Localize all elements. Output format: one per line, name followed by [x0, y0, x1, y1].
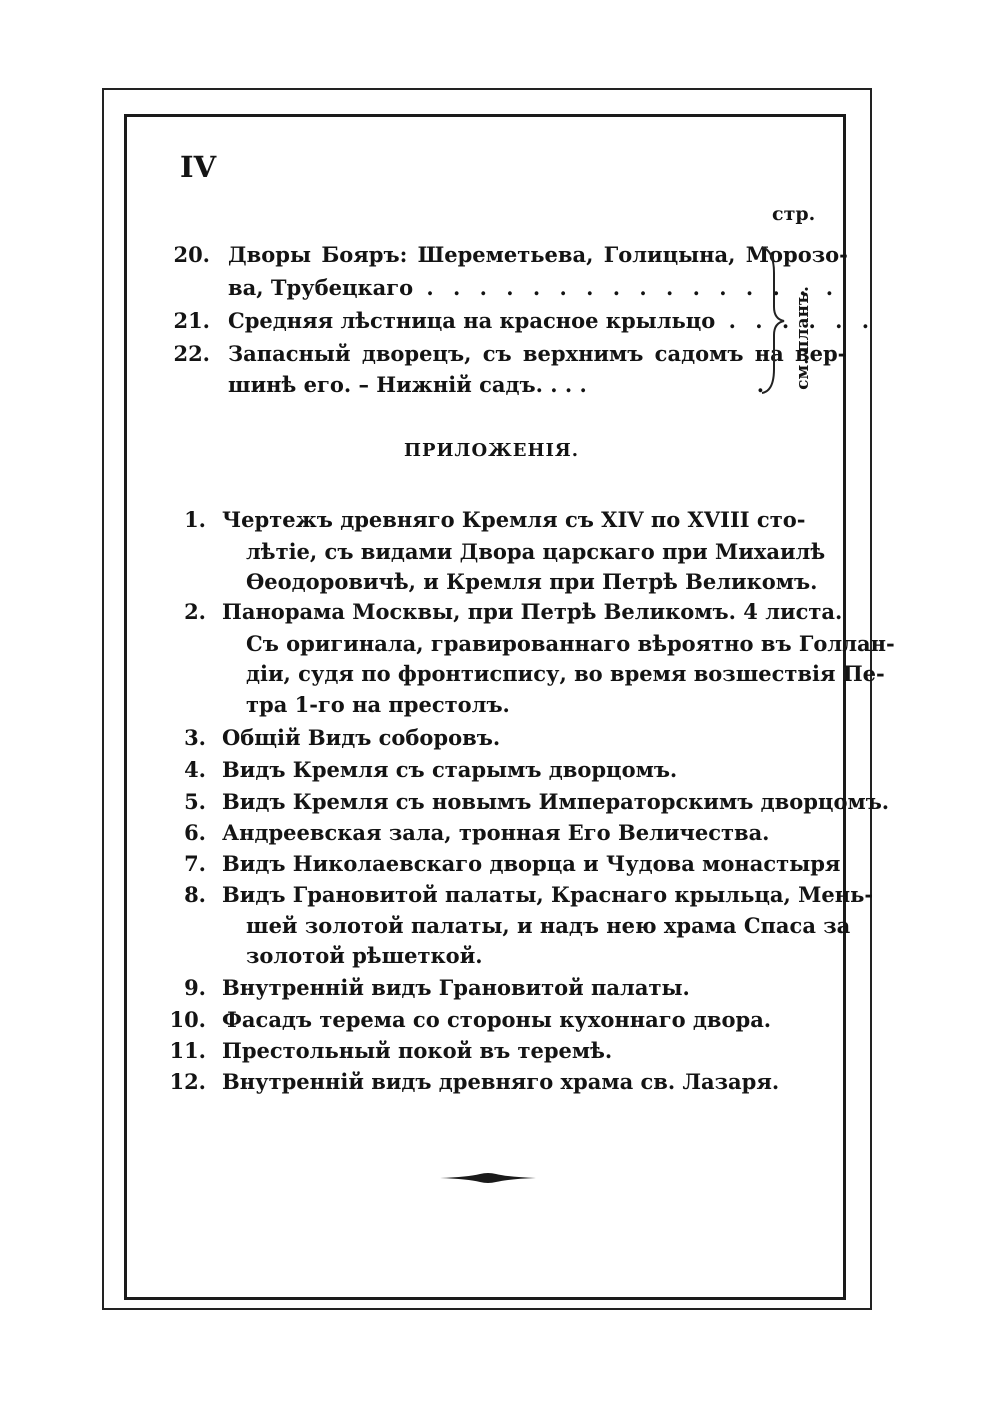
leader-dots: .	[756, 372, 765, 397]
leader-dots: . . . . . . . . . . . . . . . .	[413, 275, 840, 300]
appendix-number: 8.	[184, 882, 206, 907]
entry-line: Дворы Бояръ: Шереметьева, Голицына, Морозо-	[228, 242, 848, 267]
entry-line: Запасный дворецъ, съ верхнимъ садомъ на вер-	[228, 341, 847, 366]
entry-text: шинѣ его. – Нижній садъ. . . .	[228, 372, 587, 397]
appendix-line: Фасадъ терема со стороны кухоннаго двора.	[222, 1007, 772, 1032]
appendix-number: 12.	[169, 1069, 206, 1094]
curly-brace-icon	[760, 245, 786, 395]
appendix-number: 3.	[184, 725, 206, 750]
entry-text: ва, Трубецкаго	[228, 275, 414, 300]
appendix-number: 7.	[184, 851, 206, 876]
appendix-line: Общій Видъ соборовъ.	[222, 725, 501, 750]
appendix-line: шей золотой палаты, и надъ нею храма Спаса за	[246, 913, 851, 938]
ornament-divider-icon	[438, 1170, 538, 1186]
appendix-line: Престольный покой въ теремѣ.	[222, 1038, 613, 1063]
entry-line	[228, 275, 839, 300]
appendix-line: золотой рѣшеткой.	[246, 943, 483, 968]
appendix-number: 4.	[184, 757, 206, 782]
appendix-line: Видъ Кремля съ новымъ Императорскимъ дворцомъ.	[222, 789, 890, 814]
entry-text: Средняя лѣстница на красное крыльцо	[228, 308, 716, 333]
appendix-number: 6.	[184, 820, 206, 845]
page-column-label: стр.	[772, 203, 816, 225]
appendix-line: лѣтіе, съ видами Двора царскаго при Михаилѣ	[246, 539, 826, 564]
entry-number: 20.	[173, 242, 210, 267]
appendix-number: 2.	[184, 599, 206, 624]
appendix-line: Видъ Грановитой палаты, Краснаго крыльца, Мень-	[222, 882, 874, 907]
appendix-number: 10.	[169, 1007, 206, 1032]
appendix-line: Чертежъ древняго Кремля съ XIV по XVIII сто-	[222, 507, 806, 532]
appendix-line: Внутренній видъ древняго храма св. Лазаря.	[222, 1069, 780, 1094]
entry-line	[228, 372, 764, 397]
appendix-line: тра 1-го на престолъ.	[246, 692, 510, 717]
appendix-number: 1.	[184, 507, 206, 532]
page-number: IV	[180, 150, 217, 184]
appendix-line: Внутренній видъ Грановитой палаты.	[222, 975, 690, 1000]
appendix-line: Ѳеодоровичѣ, и Кремля при Петрѣ Великомъ.	[246, 569, 818, 594]
entry-number: 21.	[173, 308, 210, 333]
appendix-number: 11.	[169, 1038, 206, 1063]
appendix-line: Видъ Николаевскаго дворца и Чудова монастыря	[222, 851, 841, 876]
appendix-number: 9.	[184, 975, 206, 1000]
appendix-line: діи, судя по фронтиспису, во время возшествія Пе-	[246, 661, 885, 686]
section-title: ПРИЛОЖЕНІЯ.	[404, 440, 580, 461]
appendix-number: 5.	[184, 789, 206, 814]
appendix-line: Андреевская зала, тронная Его Величества.	[222, 820, 770, 845]
appendix-line: Видъ Кремля съ старымъ дворцомъ.	[222, 757, 678, 782]
appendix-line: Панорама Москвы, при Петрѣ Великомъ. 4 листа.	[222, 599, 843, 624]
leader-dots: . . . . . .	[715, 308, 876, 333]
appendix-line: Съ оригинала, гравированнаго вѣроятно въ Голлан-	[246, 631, 895, 656]
side-note: см. планъ.	[793, 286, 813, 390]
entry-number: 22.	[173, 341, 210, 366]
